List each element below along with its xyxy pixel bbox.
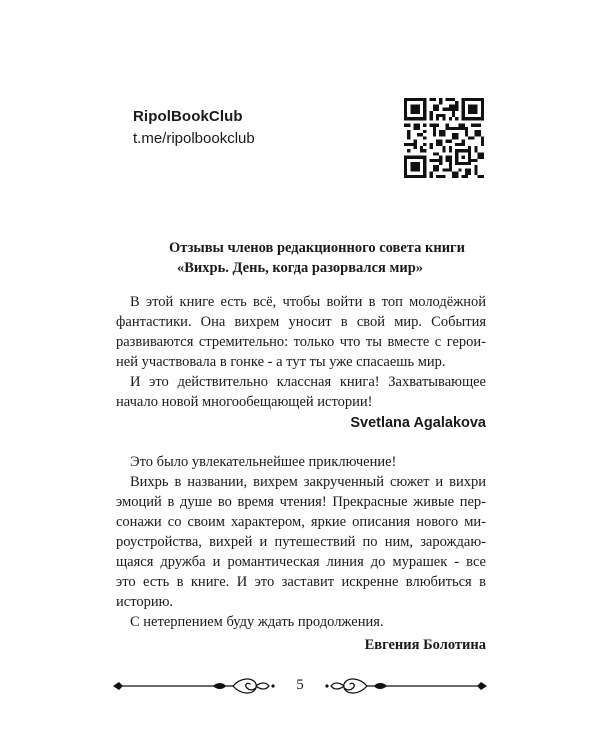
text-line: щаяся дружба и романтическая линия до мурашек - все <box>116 554 486 570</box>
club-name: RipolBookClub <box>133 108 243 125</box>
title-line: Отзывы членов редакционного совета книги <box>169 240 465 256</box>
text-line: сонажи со своим характером, яркие описания нового ми- <box>116 514 486 530</box>
text-line: ней участвовала в гонке - а тут ты уже спасаешь мир. <box>116 354 446 370</box>
text-line: эмоций в душе во время чтения! Прекрасные живые пер- <box>116 494 486 510</box>
text-line: Вихрь в названии, вихрем закрученный сюжет и вихри <box>130 474 486 490</box>
text-line: фантастики. Она вихрем уносит в свой мир. События <box>116 314 486 330</box>
text-line: это есть в книге. И это заставит искренне влюбиться в <box>116 574 486 590</box>
text-line: развиваются стремительно: только что ты вместе с герои- <box>116 334 486 350</box>
text-line: начало новой многообещающей истории! <box>116 394 373 410</box>
title-line: «Вихрь. День, когда разорвался мир» <box>177 260 424 276</box>
text-line: С нетерпением буду ждать продолжения. <box>130 614 384 630</box>
page-footer <box>113 674 487 698</box>
review-2-text <box>116 452 486 632</box>
header <box>133 106 255 150</box>
text-line: И это действительно классная книга! Захватывающее <box>130 374 486 390</box>
review-2-author: Евгения Болотина <box>364 637 486 653</box>
review-1-author: Svetlana Agalakova <box>350 415 486 431</box>
text-line: историю. <box>116 594 174 610</box>
club-link[interactable]: t.me/ripolbookclub <box>133 130 255 147</box>
review-1-text <box>116 292 486 412</box>
text-line: роустройства, вихрей и путешествий по ним, зарождаю- <box>116 534 486 550</box>
flourish-ornament-icon <box>325 674 487 698</box>
qr-code-icon[interactable] <box>404 98 484 178</box>
text-line: В этой книге есть всё, чтобы войти в топ молодёжной <box>130 294 486 310</box>
text-line: Это было увлекательнейшее приключение! <box>130 454 397 470</box>
reviews-title <box>90 238 510 278</box>
page-number: 5 <box>296 677 304 693</box>
